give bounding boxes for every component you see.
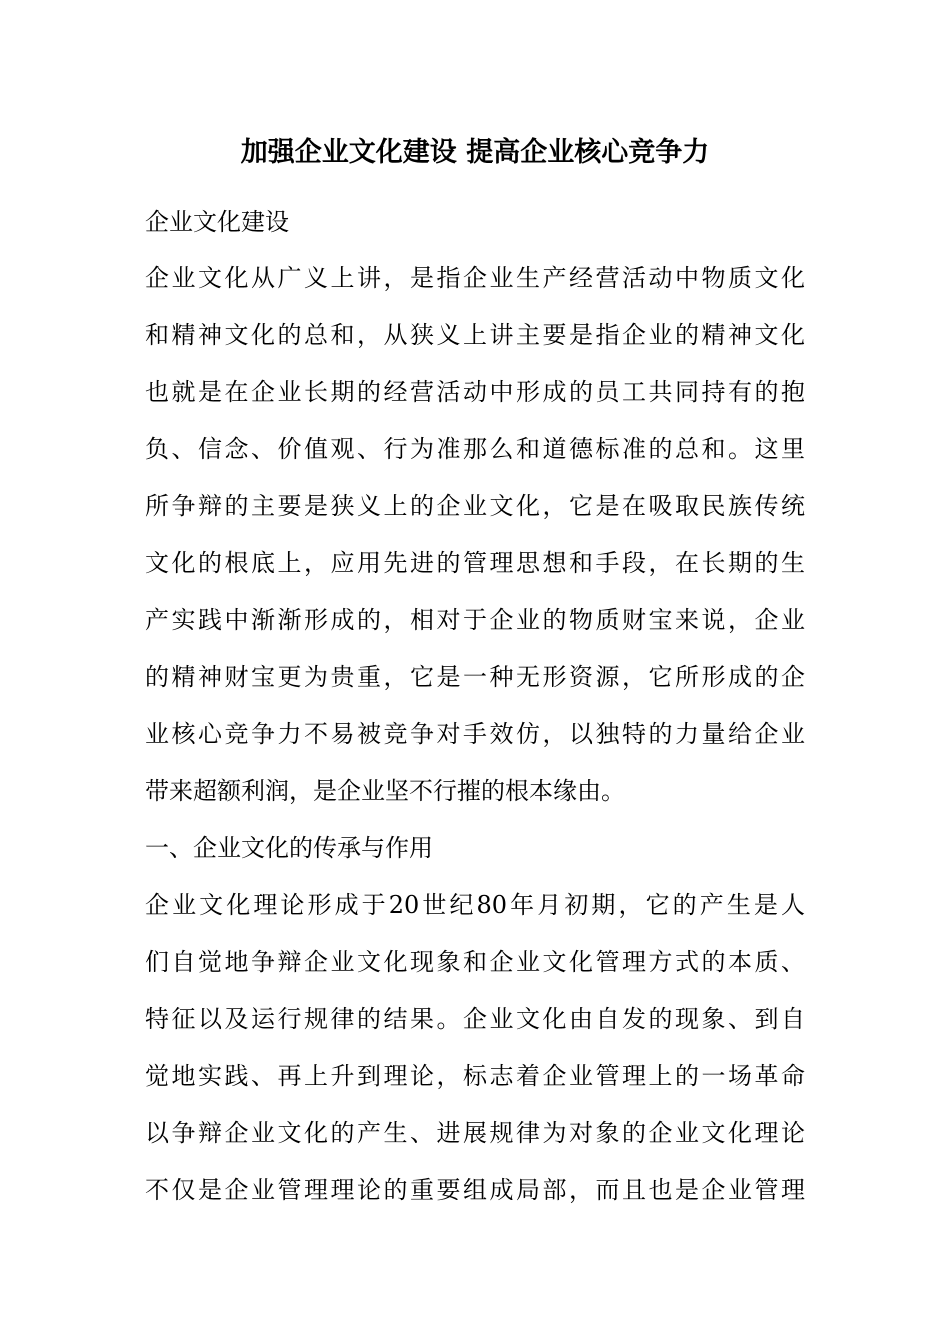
- paragraph-line: 和精神文化的总和，从狭义上讲主要是指企业的精神文化: [145, 321, 805, 349]
- section-heading: 企业文化建设: [145, 208, 289, 236]
- paragraph-line: 们自觉地争辩企业文化现象和企业文化管理方式的本质、: [145, 948, 805, 976]
- paragraph-line: 觉地实践、再上升到理论，标志着企业管理上的一场革命: [145, 1062, 805, 1090]
- paragraph-line: 所争辩的主要是狭义上的企业文化，它是在吸取民族传统: [145, 492, 805, 520]
- paragraph-line: 不仅是企业管理理论的重要组成局部，而且也是企业管理: [145, 1176, 805, 1204]
- paragraph-line: 产实践中渐渐形成的，相对于企业的物质财宝来说，企业: [145, 606, 805, 634]
- paragraph-line: 文化的根底上，应用先进的管理思想和手段，在长期的生: [145, 549, 805, 577]
- paragraph-line: 企业文化从广义上讲，是指企业生产经营活动中物质文化: [145, 264, 805, 292]
- document-title: 加强企业文化建设 提高企业核心竞争力: [240, 137, 710, 168]
- paragraph-line: 企业文化理论形成于20世纪80年月初期，它的产生是人: [145, 891, 805, 919]
- paragraph-line: 也就是在企业长期的经营活动中形成的员工共同持有的抱: [145, 378, 805, 406]
- section-heading: 一、企业文化的传承与作用: [145, 834, 433, 862]
- paragraph-line: 特征以及运行规律的结果。企业文化由自发的现象、到自: [145, 1005, 805, 1033]
- paragraph-line: 带来超额利润，是企业坚不行摧的根本缘由。: [145, 777, 625, 805]
- paragraph-line: 的精神财宝更为贵重，它是一种无形资源，它所形成的企: [145, 663, 805, 691]
- paragraph-line: 负、信念、价值观、行为准那么和道德标准的总和。这里: [145, 435, 805, 463]
- paragraph-line: 业核心竞争力不易被竞争对手效仿，以独特的力量给企业: [145, 720, 805, 748]
- paragraph-line: 以争辩企业文化的产生、进展规律为对象的企业文化理论: [145, 1119, 805, 1147]
